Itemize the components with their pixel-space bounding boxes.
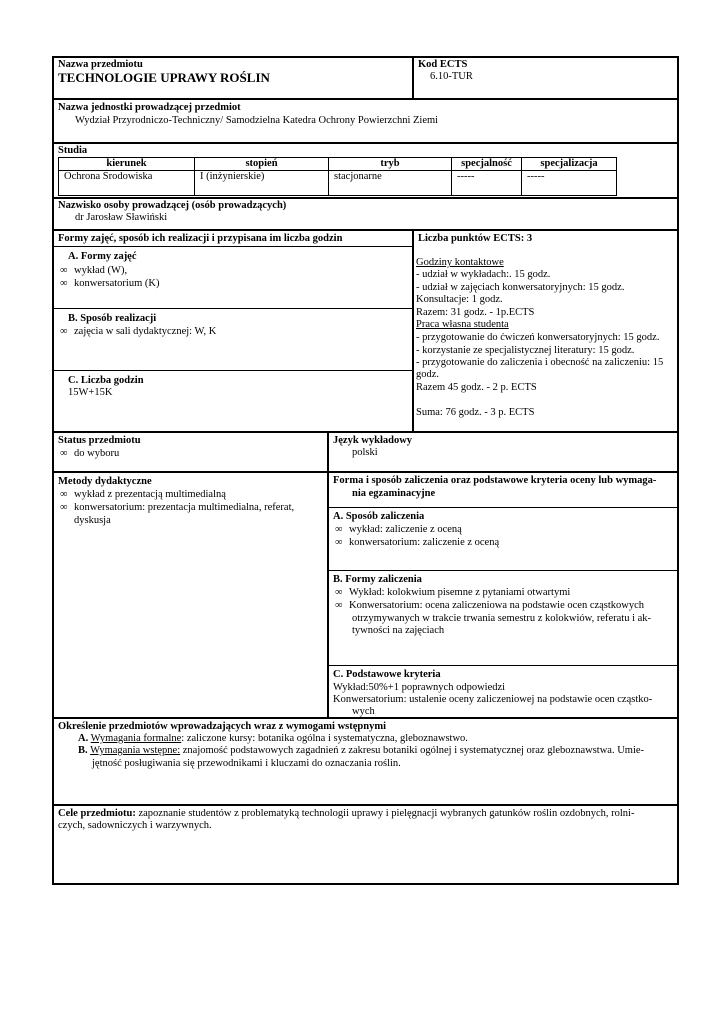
ects-line: - korzystanie ze specjalistycznej literatury: 15 godz. [416,345,635,356]
ects-line: Razem 45 godz. - 2 p. ECTS [416,382,537,393]
requirement-initial: B. Wymagania wstępne: znajomość podstawowych zagadnień z zakresu botaniki ogólnej i systematycznej oraz gleboznawstwa. Umie- [78,745,645,756]
divider [327,431,329,718]
list-item: ∞ Konwersatorium: ocena zaliczeniowa na podstawie ocen cząstkowych [335,600,645,611]
criteria-line: Konwersatorium: ustalenie oceny zaliczeniowej na podstawie ocen cząstko- [333,694,653,705]
studies-field: Ochrona Środowiska [59,171,195,196]
divider [328,507,679,508]
divider [412,229,414,432]
list-item: ∞ wykład: zaliczenie z oceną [335,524,462,535]
bullet-icon: ∞ [60,448,68,459]
objectives-label: Cele przedmiotu: [58,808,136,819]
list-item: ∞ konwersatorium: zaliczenie z oceną [335,537,500,548]
subject-name: TECHNOLOGIE UPRAWY ROŚLIN [58,70,270,85]
requirement-initial-cont: jętność posługiwania się przewodnikami i kluczami do oznaczania roślin. [92,758,401,769]
bullet-icon: ∞ [335,600,343,611]
ects-line: - udział w zajęciach konwersatoryjnych: 15 godz. [416,282,625,293]
unit-label: Nazwa jednostki prowadzącej przedmiot [58,102,241,113]
assessment-label: Forma i sposób zaliczenia oraz podstawowe kryteria oceny lub wymaga- [333,475,657,486]
ects-line: - przygotowanie do zaliczenia i obecność na zaliczeniu: 15 [416,357,664,368]
own-work-label: Praca własna studenta [416,319,509,330]
divider [52,370,412,371]
forms-a-label: A. Formy zajęć [68,251,137,262]
criteria-line: Wykład:50%+1 poprawnych odpowiedzi [333,682,506,693]
unit-value: Wydział Przyrodniczo-Techniczny/ Samodzielna Katedra Ochrony Powierzchni Ziemi [75,115,439,126]
objectives-line: Cele przedmiotu: zapoznanie studentów z problematyką technologii uprawy i pielęgnacji wybranych gatunków roślin ozdobnych, rolni- [58,808,635,819]
studies-header-specialization: specjalizacja [522,158,617,171]
ects-line: godz. [416,369,440,380]
list-item: ∞ konwersatorium (K) [60,278,160,289]
subject-name-label: Nazwa przedmiotu [58,59,143,70]
language-value: polski [352,447,378,458]
assessment-c-label: C. Podstawowe kryteria [333,669,441,680]
studies-header-specialty: specjalność [452,158,522,171]
list-item-continued: dyskusja [74,515,111,526]
divider [52,308,412,309]
list-item-continued: otrzymywanych w trakcie trwania semestru z kolokwiów, referatu i ak- [352,613,652,624]
bullet-icon: ∞ [335,537,343,548]
studies-specialization: ----- [522,171,617,196]
lecturer-value: dr Jarosław Sławiński [75,212,168,223]
list-item: ∞ zajęcia w sali dydaktycznej: W, K [60,326,217,337]
bullet-icon: ∞ [60,326,68,337]
list-item: ∞ Wykład: kolokwium pisemne z pytaniami otwartymi [335,587,571,598]
ects-line: Razem: 31 godz. - 1p.ECTS [416,307,535,318]
bullet-icon: ∞ [60,489,68,500]
bullet-icon: ∞ [335,524,343,535]
criteria-line: wych [352,706,375,717]
divider [412,56,414,99]
studies-table [58,157,617,196]
ects-line: - udział w wykładach:. 15 godz. [416,269,551,280]
assessment-a-label: A. Sposób zaliczenia [333,511,425,522]
studies-label: Studia [58,145,88,156]
ects-code-label: Kod ECTS [418,59,468,70]
contact-hours-label: Godziny kontaktowe [416,257,504,268]
divider [52,804,679,806]
lecturer-label: Nazwisko osoby prowadzącej (osób prowadzących) [58,200,287,211]
list-item: ∞ konwersatorium: prezentacja multimedialna, referat, [60,502,295,513]
studies-specialty: ----- [452,171,522,196]
hours-value: 15W+15K [68,387,113,398]
ects-total: Suma: 76 godz. - 3 p. ECTS [416,407,535,418]
studies-header-mode: tryb [329,158,452,171]
assessment-b-label: B. Formy zaliczenia [333,574,422,585]
studies-header-degree: stopień [195,158,329,171]
status-label: Status przedmiotu [58,435,141,446]
ects-line: - przygotowanie do ćwiczeń konwersatoryjnych: 15 godz. [416,332,660,343]
bullet-icon: ∞ [60,278,68,289]
list-item-continued: tywności na zajęciach [352,625,445,636]
divider [52,142,679,144]
forms-b-label: B. Sposób realizacji [68,313,157,324]
objectives-line-cont: czych, sadowniczych i warzywnych. [58,820,212,831]
prerequisites-label: Określenie przedmiotów wprowadzających wraz z wymogami wstępnymi [58,721,386,732]
divider [52,229,679,231]
divider [52,471,679,473]
ects-line: Konsultacje: 1 godz. [416,294,503,305]
requirement-formal: A. Wymagania formalne: zaliczone kursy: botanika ogólna i systematyczna, gleboznawstwo. [78,733,468,744]
bullet-icon: ∞ [60,502,68,513]
methods-label: Metody dydaktyczne [58,476,152,487]
bullet-icon: ∞ [335,587,343,598]
list-item: ∞ wykład z prezentacją multimedialną [60,489,226,500]
language-label: Język wykładowy [333,435,413,446]
forms-label: Formy zajęć, sposób ich realizacji i przypisana im liczba godzin [58,233,343,244]
divider [328,665,679,666]
studies-degree: I (inżynierskie) [195,171,329,196]
ects-points-label: Liczba punktów ECTS: 3 [418,233,533,244]
bullet-icon: ∞ [60,265,68,276]
list-item: ∞ wykład (W), [60,265,128,276]
divider [52,246,412,247]
assessment-label-cont: nia egzaminacyjne [352,488,436,499]
divider [328,570,679,571]
forms-c-label: C. Liczba godzin [68,375,144,386]
studies-header-field: kierunek [59,158,195,171]
list-item: ∞ do wyboru [60,448,120,459]
divider [52,197,679,199]
divider [52,431,679,433]
ects-code: 6.10-TUR [430,71,473,82]
divider [52,98,679,100]
studies-mode: stacjonarne [329,171,452,196]
